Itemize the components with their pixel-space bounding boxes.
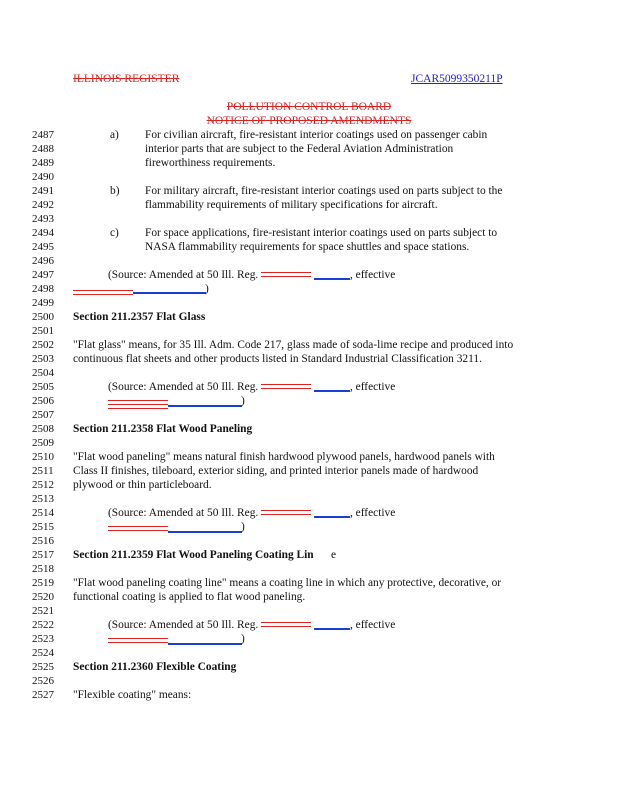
line-number: 2516 xyxy=(32,535,54,547)
section-text: "Flexible coating" means: xyxy=(73,689,192,701)
section-text: continuous flat sheets and other products listed in Standard Industrial Classification 3211. xyxy=(73,353,482,365)
line-number: 2487 xyxy=(32,129,54,141)
deleted-blank xyxy=(261,622,311,627)
section-text: functional coating is applied to flat wood paneling. xyxy=(73,591,306,603)
line-number: 2506 xyxy=(32,395,54,407)
deleted-blank xyxy=(108,526,168,531)
line-number: 2492 xyxy=(32,199,54,211)
item-b-label: b) xyxy=(110,185,120,197)
section-heading-tail: e xyxy=(331,549,337,561)
line-number: 2526 xyxy=(32,675,54,687)
line-number: 2509 xyxy=(32,437,54,449)
inserted-blank xyxy=(168,531,242,533)
inserted-blank xyxy=(168,643,242,645)
line-number: 2511 xyxy=(32,465,54,477)
section-heading: Section 211.2357 Flat Glass xyxy=(73,311,206,323)
deleted-blank xyxy=(108,638,168,643)
section-heading: Section 211.2360 Flexible Coating xyxy=(73,661,237,673)
item-a-text: For civilian aircraft, fire-resistant interior coatings used on passenger cabin xyxy=(145,129,488,141)
section-text: "Flat glass" means, for 35 Ill. Adm. Code 217, glass made of soda-lime recipe and produced into xyxy=(73,339,514,351)
source-note xyxy=(108,507,395,519)
line-number: 2508 xyxy=(32,423,54,435)
line-number: 2488 xyxy=(32,143,54,155)
register-name: ILLINOIS REGISTER xyxy=(73,73,180,85)
document-id-link[interactable]: JCAR5099350211P xyxy=(411,73,503,85)
line-number: 2490 xyxy=(32,171,54,183)
line-number: 2496 xyxy=(32,255,54,267)
line-number: 2493 xyxy=(32,213,54,225)
deleted-blank xyxy=(108,404,168,409)
item-c-text: For space applications, fire-resistant interior coatings used on parts subject to xyxy=(145,227,498,239)
section-text: plywood or thin particleboard. xyxy=(73,479,212,491)
section-heading: Section 211.2359 Flat Wood Paneling Coating Lin xyxy=(73,549,314,561)
line-number: 2519 xyxy=(32,577,54,589)
source-prefix: (Source: Amended at 50 Ill. Reg. xyxy=(108,507,262,519)
source-prefix: (Source: Amended at 50 Ill. Reg. xyxy=(108,269,262,281)
deleted-blank xyxy=(261,272,311,277)
source-close: ) xyxy=(241,633,245,645)
line-number: 2514 xyxy=(32,507,54,519)
line-number: 2521 xyxy=(32,605,54,617)
item-b-text: For military aircraft, fire-resistant interior coatings used on parts subject to the xyxy=(145,185,503,197)
line-number: 2520 xyxy=(32,591,54,603)
source-note xyxy=(108,619,395,631)
section-text: Class II finishes, tileboard, exterior siding, and printed interior panels made of hardwood xyxy=(73,465,479,477)
source-close: ) xyxy=(241,521,245,533)
line-number: 2524 xyxy=(32,647,54,659)
inserted-blank xyxy=(314,390,350,392)
source-close: ) xyxy=(241,395,245,407)
line-number: 2513 xyxy=(32,493,54,505)
section-text: "Flat wood paneling coating line" means a coating line in which any protective, decorative, or xyxy=(73,577,502,589)
source-close: ) xyxy=(205,283,209,295)
line-number: 2525 xyxy=(32,661,54,673)
item-b-text: flammability requirements of military specifications for aircraft. xyxy=(145,199,438,211)
source-prefix: (Source: Amended at 50 Ill. Reg. xyxy=(108,619,262,631)
deleted-blank xyxy=(73,290,133,295)
line-number: 2515 xyxy=(32,521,54,533)
line-number: 2489 xyxy=(32,157,54,169)
item-c-label: c) xyxy=(110,227,119,239)
section-text: "Flat wood paneling" means natural finish hardwood plywood panels, hardwood panels with xyxy=(73,451,495,463)
item-c-text: NASA flammability requirements for space shuttles and space stations. xyxy=(145,241,470,253)
line-number: 2501 xyxy=(32,325,54,337)
source-effective: , effective xyxy=(349,619,396,631)
item-a-label: a) xyxy=(110,129,119,141)
deleted-blank xyxy=(261,384,311,389)
inserted-blank xyxy=(133,292,206,294)
line-number: 2504 xyxy=(32,367,54,379)
line-number: 2503 xyxy=(32,353,54,365)
page-title-board: POLLUTION CONTROL BOARD xyxy=(226,101,392,113)
line-number: 2500 xyxy=(32,311,54,323)
line-number: 2523 xyxy=(32,633,54,645)
line-number: 2507 xyxy=(32,409,54,421)
deleted-blank xyxy=(261,510,311,515)
line-number: 2505 xyxy=(32,381,54,393)
item-a-text: interior parts that are subject to the Federal Aviation Administration xyxy=(145,143,454,155)
source-effective: , effective xyxy=(349,507,396,519)
source-prefix: (Source: Amended at 50 Ill. Reg. xyxy=(108,381,262,393)
line-number: 2495 xyxy=(32,241,54,253)
source-note xyxy=(108,381,395,393)
source-effective: , effective xyxy=(349,381,396,393)
line-number: 2499 xyxy=(32,297,54,309)
line-number: 2491 xyxy=(32,185,54,197)
line-number: 2522 xyxy=(32,619,54,631)
line-number: 2512 xyxy=(32,479,54,491)
inserted-blank xyxy=(314,628,350,630)
inserted-blank xyxy=(314,516,350,518)
inserted-blank xyxy=(168,405,242,407)
line-number: 2502 xyxy=(32,339,54,351)
line-number: 2527 xyxy=(32,689,54,701)
line-number: 2517 xyxy=(32,549,54,561)
source-effective: , effective xyxy=(349,269,396,281)
inserted-blank xyxy=(314,278,350,280)
line-number: 2498 xyxy=(32,283,54,295)
source-note xyxy=(108,269,395,281)
line-number: 2494 xyxy=(32,227,54,239)
page-title-notice: NOTICE OF PROPOSED AMENDMENTS xyxy=(206,115,412,127)
item-a-text: fireworthiness requirements. xyxy=(145,157,276,169)
line-number: 2510 xyxy=(32,451,54,463)
section-heading: Section 211.2358 Flat Wood Paneling xyxy=(73,423,253,435)
line-number: 2518 xyxy=(32,563,54,575)
line-number: 2497 xyxy=(32,269,54,281)
